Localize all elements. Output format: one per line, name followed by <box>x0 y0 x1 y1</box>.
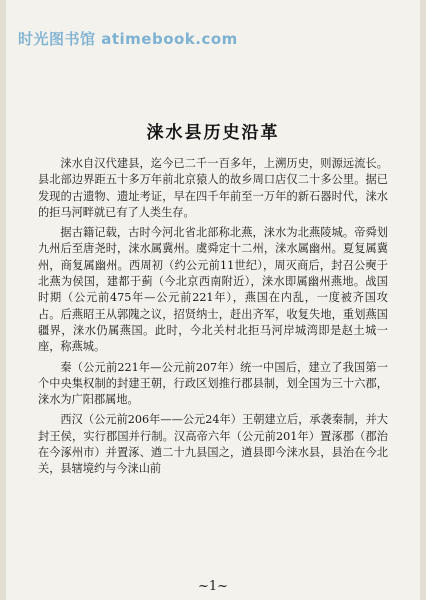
page-title: 涞水县历史沿革 <box>146 123 280 143</box>
paragraph: 西汉（公元前206年——公元24年）王朝建立后，承袭秦制，并大封王侯，实行郡国并行制。汉高帝六年（公元前201年）置涿郡（郡治在今涿州市）并置涿、遒二十九县国之，遒县即今涞水县，县治在今北关，县辖境约与今涞山前 <box>38 413 388 476</box>
watermark: 时光图书馆 atimebook.com <box>18 30 238 48</box>
body-text <box>38 156 388 482</box>
paragraph: 涞水自汉代建县，迄今已二千一百多年，上溯历史，则源远流长。县北部边界距五十多万年前北京猿人的故乡周口店仅二十多公里。据已发现的古遗物、遗址考证，早在四千年前至一万年的新石器时代，涞水的拒马河畔就已有了人类生存。 <box>38 157 388 219</box>
scan-edge-right <box>420 0 426 600</box>
paragraph: 秦（公元前221年—公元前207年）统一中国后，建立了我国第一个中央集权制的封建王朝，行政区划推行郡县制，划全国为三十六郡，涞水为广阳郡属地。 <box>38 360 388 407</box>
paragraph: 据古籍记载，古时今河北省北部称北燕，涞水为北燕陵城。帝舜划九州后至唐尧时，涞水属冀州。虞舜定十二州，涞水属幽州。夏复属冀州，商复属幽州。西周初（约公元前11世纪），周灭商后，封召公奭于北燕为侯国，建都于蓟（今北京西南附近），涞水即属幽州燕地。战国时期（公元前475年—公元前221年），燕国在内乱，一度被齐国攻占。后燕昭王从郭隗之议，招贤纳士，赶出齐军，收复失地，重划燕国疆界，涞水仍属燕国。此时，今北关村北拒马河岸城湾即是赵土城一座，称燕城。 <box>38 226 388 354</box>
page-number: ~1~ <box>197 579 229 594</box>
scan-edge-left <box>0 0 6 600</box>
